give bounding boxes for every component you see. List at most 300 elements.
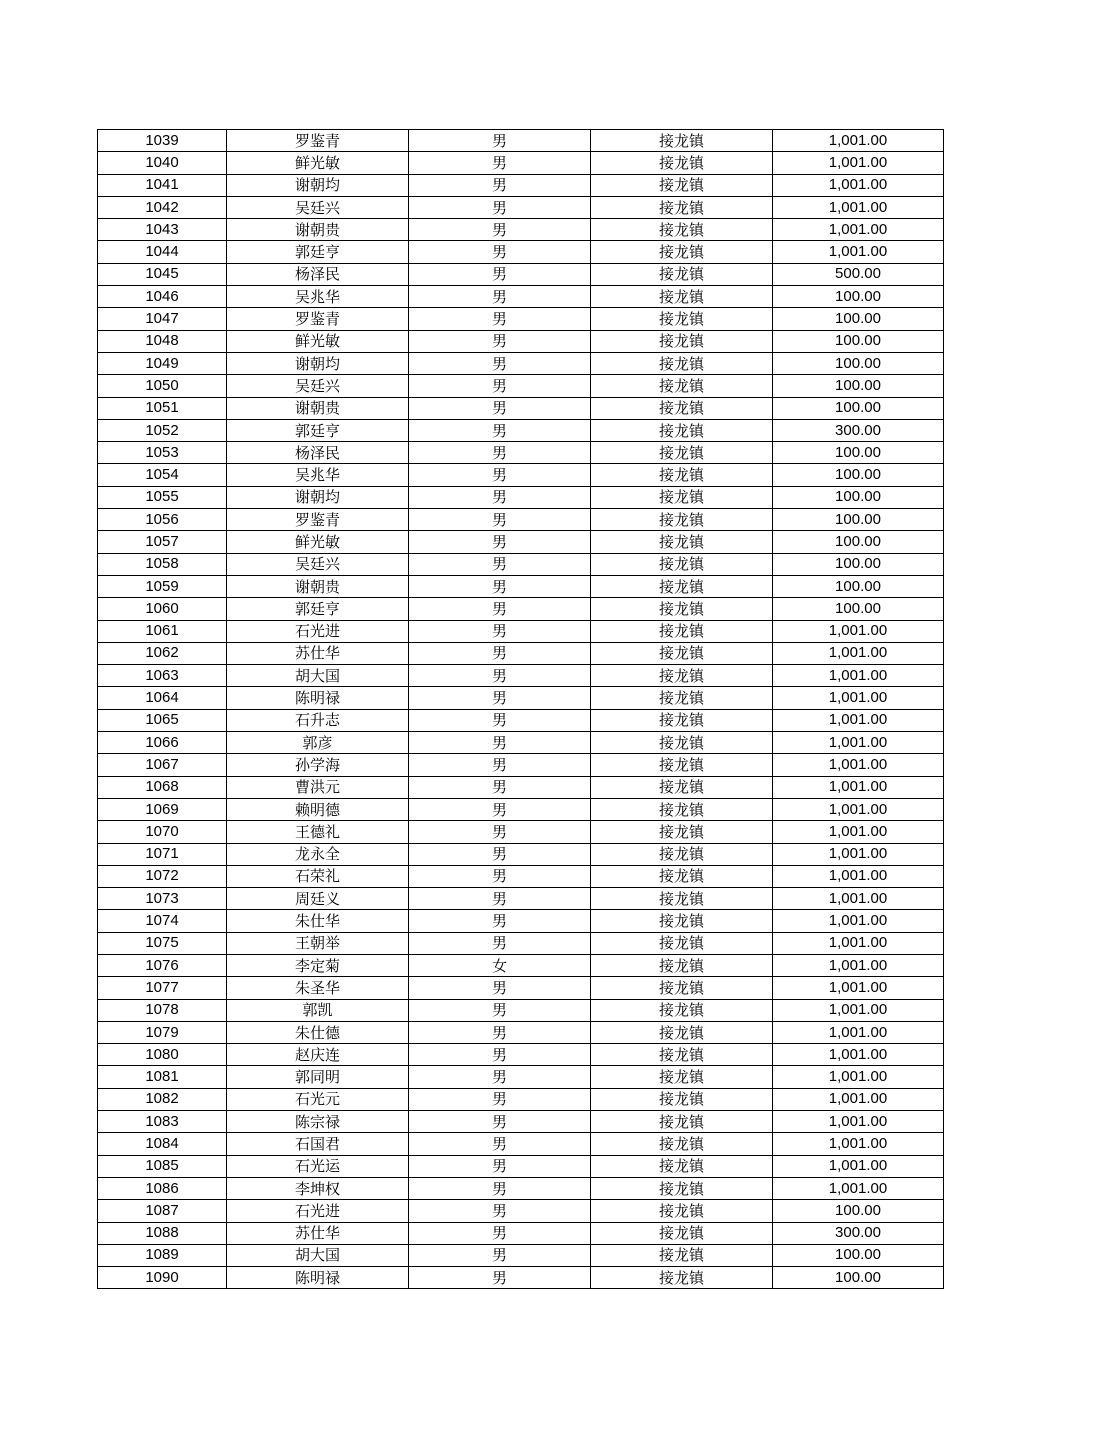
cell-name: 孙学海 xyxy=(227,754,409,776)
cell-number: 1089 xyxy=(98,1244,227,1266)
cell-sex: 男 xyxy=(409,486,591,508)
cell-sex: 男 xyxy=(409,709,591,731)
table-row xyxy=(98,575,944,597)
cell-sex: 男 xyxy=(409,464,591,486)
cell-town: 接龙镇 xyxy=(591,130,773,152)
table-row xyxy=(98,776,944,798)
cell-town: 接龙镇 xyxy=(591,575,773,597)
cell-name: 郭彦 xyxy=(227,732,409,754)
cell-name: 鲜光敏 xyxy=(227,330,409,352)
cell-town: 接龙镇 xyxy=(591,1044,773,1066)
cell-sex: 男 xyxy=(409,910,591,932)
cell-number: 1045 xyxy=(98,263,227,285)
table-row xyxy=(98,843,944,865)
cell-town: 接龙镇 xyxy=(591,954,773,976)
cell-name: 朱圣华 xyxy=(227,977,409,999)
cell-sex: 男 xyxy=(409,1155,591,1177)
cell-number: 1082 xyxy=(98,1088,227,1110)
cell-name: 谢朝贵 xyxy=(227,575,409,597)
cell-town: 接龙镇 xyxy=(591,174,773,196)
cell-sex: 男 xyxy=(409,553,591,575)
cell-number: 1090 xyxy=(98,1267,227,1289)
cell-sex: 男 xyxy=(409,687,591,709)
cell-number: 1083 xyxy=(98,1111,227,1133)
table-row xyxy=(98,286,944,308)
cell-number: 1066 xyxy=(98,732,227,754)
cell-sex: 男 xyxy=(409,263,591,285)
cell-number: 1081 xyxy=(98,1066,227,1088)
cell-amount: 1,001.00 xyxy=(773,241,944,263)
cell-name: 罗鉴青 xyxy=(227,509,409,531)
cell-sex: 男 xyxy=(409,130,591,152)
table-row xyxy=(98,821,944,843)
table-row xyxy=(98,464,944,486)
cell-name: 郭廷亨 xyxy=(227,241,409,263)
cell-town: 接龙镇 xyxy=(591,999,773,1021)
cell-number: 1044 xyxy=(98,241,227,263)
cell-name: 谢朝贵 xyxy=(227,397,409,419)
cell-number: 1080 xyxy=(98,1044,227,1066)
cell-sex: 男 xyxy=(409,1222,591,1244)
cell-sex: 男 xyxy=(409,219,591,241)
cell-amount: 1,001.00 xyxy=(773,977,944,999)
cell-sex: 男 xyxy=(409,308,591,330)
table-row xyxy=(98,509,944,531)
cell-sex: 男 xyxy=(409,1021,591,1043)
cell-amount: 100.00 xyxy=(773,330,944,352)
cell-sex: 男 xyxy=(409,509,591,531)
cell-sex: 男 xyxy=(409,1044,591,1066)
cell-name: 谢朝均 xyxy=(227,486,409,508)
table-row xyxy=(98,263,944,285)
table-row xyxy=(98,442,944,464)
cell-number: 1077 xyxy=(98,977,227,999)
table-row xyxy=(98,665,944,687)
cell-name: 郭凯 xyxy=(227,999,409,1021)
cell-number: 1070 xyxy=(98,821,227,843)
cell-sex: 男 xyxy=(409,1133,591,1155)
cell-sex: 女 xyxy=(409,954,591,976)
cell-number: 1058 xyxy=(98,553,227,575)
table-row xyxy=(98,620,944,642)
cell-town: 接龙镇 xyxy=(591,1267,773,1289)
cell-name: 吴兆华 xyxy=(227,464,409,486)
cell-number: 1056 xyxy=(98,509,227,531)
cell-name: 吴廷兴 xyxy=(227,375,409,397)
cell-name: 李坤权 xyxy=(227,1177,409,1199)
cell-number: 1067 xyxy=(98,754,227,776)
cell-name: 郭廷亨 xyxy=(227,598,409,620)
cell-sex: 男 xyxy=(409,620,591,642)
cell-name: 石光运 xyxy=(227,1155,409,1177)
cell-number: 1068 xyxy=(98,776,227,798)
cell-sex: 男 xyxy=(409,241,591,263)
cell-number: 1048 xyxy=(98,330,227,352)
cell-sex: 男 xyxy=(409,1200,591,1222)
cell-town: 接龙镇 xyxy=(591,1244,773,1266)
cell-name: 鲜光敏 xyxy=(227,531,409,553)
cell-name: 鲜光敏 xyxy=(227,152,409,174)
table-row xyxy=(98,1244,944,1266)
cell-town: 接龙镇 xyxy=(591,821,773,843)
cell-name: 石光元 xyxy=(227,1088,409,1110)
cell-sex: 男 xyxy=(409,352,591,374)
cell-town: 接龙镇 xyxy=(591,932,773,954)
cell-town: 接龙镇 xyxy=(591,486,773,508)
table-row xyxy=(98,130,944,152)
cell-number: 1087 xyxy=(98,1200,227,1222)
table-row xyxy=(98,241,944,263)
table-row xyxy=(98,1111,944,1133)
cell-sex: 男 xyxy=(409,1244,591,1266)
cell-number: 1042 xyxy=(98,196,227,218)
table-body xyxy=(98,130,944,1289)
cell-number: 1064 xyxy=(98,687,227,709)
table-row xyxy=(98,308,944,330)
cell-name: 郭廷亨 xyxy=(227,419,409,441)
cell-sex: 男 xyxy=(409,732,591,754)
cell-sex: 男 xyxy=(409,821,591,843)
cell-number: 1065 xyxy=(98,709,227,731)
cell-amount: 100.00 xyxy=(773,575,944,597)
cell-amount: 300.00 xyxy=(773,1222,944,1244)
cell-town: 接龙镇 xyxy=(591,776,773,798)
cell-amount: 1,001.00 xyxy=(773,665,944,687)
cell-number: 1041 xyxy=(98,174,227,196)
cell-town: 接龙镇 xyxy=(591,665,773,687)
cell-town: 接龙镇 xyxy=(591,397,773,419)
cell-name: 吴廷兴 xyxy=(227,553,409,575)
cell-town: 接龙镇 xyxy=(591,286,773,308)
cell-amount: 1,001.00 xyxy=(773,821,944,843)
table-row xyxy=(98,1044,944,1066)
cell-number: 1074 xyxy=(98,910,227,932)
cell-amount: 1,001.00 xyxy=(773,1088,944,1110)
cell-sex: 男 xyxy=(409,776,591,798)
table-row xyxy=(98,598,944,620)
cell-number: 1059 xyxy=(98,575,227,597)
table-row xyxy=(98,1021,944,1043)
cell-town: 接龙镇 xyxy=(591,709,773,731)
table-row xyxy=(98,1267,944,1289)
cell-town: 接龙镇 xyxy=(591,308,773,330)
cell-amount: 1,001.00 xyxy=(773,999,944,1021)
table-row xyxy=(98,687,944,709)
cell-sex: 男 xyxy=(409,598,591,620)
table-row xyxy=(98,352,944,374)
cell-name: 王德礼 xyxy=(227,821,409,843)
cell-sex: 男 xyxy=(409,330,591,352)
cell-amount: 100.00 xyxy=(773,352,944,374)
table-row xyxy=(98,999,944,1021)
cell-number: 1053 xyxy=(98,442,227,464)
cell-amount: 100.00 xyxy=(773,286,944,308)
table-row xyxy=(98,152,944,174)
table-row xyxy=(98,954,944,976)
cell-amount: 1,001.00 xyxy=(773,219,944,241)
cell-number: 1086 xyxy=(98,1177,227,1199)
cell-number: 1079 xyxy=(98,1021,227,1043)
cell-sex: 男 xyxy=(409,865,591,887)
cell-amount: 1,001.00 xyxy=(773,152,944,174)
cell-sex: 男 xyxy=(409,419,591,441)
cell-amount: 1,001.00 xyxy=(773,865,944,887)
table-row xyxy=(98,977,944,999)
cell-name: 胡大国 xyxy=(227,665,409,687)
cell-sex: 男 xyxy=(409,1177,591,1199)
table-row xyxy=(98,375,944,397)
cell-amount: 1,001.00 xyxy=(773,932,944,954)
table-row xyxy=(98,419,944,441)
table-row xyxy=(98,888,944,910)
cell-number: 1047 xyxy=(98,308,227,330)
table-row xyxy=(98,1200,944,1222)
cell-sex: 男 xyxy=(409,375,591,397)
cell-town: 接龙镇 xyxy=(591,1222,773,1244)
cell-town: 接龙镇 xyxy=(591,1200,773,1222)
cell-name: 曹洪元 xyxy=(227,776,409,798)
cell-town: 接龙镇 xyxy=(591,1088,773,1110)
cell-sex: 男 xyxy=(409,642,591,664)
table-row xyxy=(98,1066,944,1088)
table-row xyxy=(98,709,944,731)
cell-town: 接龙镇 xyxy=(591,152,773,174)
table-row xyxy=(98,1088,944,1110)
cell-amount: 100.00 xyxy=(773,486,944,508)
cell-name: 石升志 xyxy=(227,709,409,731)
table-row xyxy=(98,932,944,954)
cell-number: 1088 xyxy=(98,1222,227,1244)
cell-town: 接龙镇 xyxy=(591,219,773,241)
cell-sex: 男 xyxy=(409,1111,591,1133)
cell-sex: 男 xyxy=(409,531,591,553)
cell-amount: 100.00 xyxy=(773,1267,944,1289)
table-row xyxy=(98,732,944,754)
cell-amount: 1,001.00 xyxy=(773,754,944,776)
cell-town: 接龙镇 xyxy=(591,798,773,820)
cell-number: 1055 xyxy=(98,486,227,508)
table-row xyxy=(98,865,944,887)
cell-name: 陈明禄 xyxy=(227,1267,409,1289)
cell-town: 接龙镇 xyxy=(591,843,773,865)
table-row xyxy=(98,754,944,776)
cell-name: 吴廷兴 xyxy=(227,196,409,218)
cell-town: 接龙镇 xyxy=(591,196,773,218)
cell-sex: 男 xyxy=(409,442,591,464)
cell-town: 接龙镇 xyxy=(591,598,773,620)
cell-name: 赖明德 xyxy=(227,798,409,820)
cell-amount: 1,001.00 xyxy=(773,1066,944,1088)
cell-name: 胡大国 xyxy=(227,1244,409,1266)
cell-amount: 1,001.00 xyxy=(773,910,944,932)
cell-town: 接龙镇 xyxy=(591,419,773,441)
table-row xyxy=(98,196,944,218)
cell-name: 石光进 xyxy=(227,1200,409,1222)
cell-amount: 100.00 xyxy=(773,375,944,397)
cell-sex: 男 xyxy=(409,932,591,954)
cell-number: 1046 xyxy=(98,286,227,308)
cell-number: 1043 xyxy=(98,219,227,241)
cell-town: 接龙镇 xyxy=(591,754,773,776)
cell-name: 谢朝均 xyxy=(227,352,409,374)
table-row xyxy=(98,642,944,664)
cell-name: 吴兆华 xyxy=(227,286,409,308)
cell-town: 接龙镇 xyxy=(591,865,773,887)
cell-name: 杨泽民 xyxy=(227,263,409,285)
cell-number: 1076 xyxy=(98,954,227,976)
cell-town: 接龙镇 xyxy=(591,1155,773,1177)
cell-sex: 男 xyxy=(409,152,591,174)
table-row xyxy=(98,531,944,553)
table-row xyxy=(98,910,944,932)
cell-number: 1040 xyxy=(98,152,227,174)
cell-number: 1054 xyxy=(98,464,227,486)
table-row xyxy=(98,553,944,575)
cell-number: 1071 xyxy=(98,843,227,865)
cell-town: 接龙镇 xyxy=(591,241,773,263)
cell-town: 接龙镇 xyxy=(591,509,773,531)
cell-amount: 1,001.00 xyxy=(773,1044,944,1066)
cell-number: 1050 xyxy=(98,375,227,397)
cell-town: 接龙镇 xyxy=(591,910,773,932)
cell-amount: 1,001.00 xyxy=(773,1111,944,1133)
cell-amount: 1,001.00 xyxy=(773,130,944,152)
cell-amount: 1,001.00 xyxy=(773,1177,944,1199)
table-row xyxy=(98,397,944,419)
cell-name: 郭同明 xyxy=(227,1066,409,1088)
cell-amount: 100.00 xyxy=(773,397,944,419)
cell-town: 接龙镇 xyxy=(591,687,773,709)
table-row xyxy=(98,1177,944,1199)
cell-amount: 100.00 xyxy=(773,509,944,531)
cell-sex: 男 xyxy=(409,999,591,1021)
cell-amount: 1,001.00 xyxy=(773,196,944,218)
cell-sex: 男 xyxy=(409,196,591,218)
cell-town: 接龙镇 xyxy=(591,375,773,397)
cell-amount: 500.00 xyxy=(773,263,944,285)
cell-number: 1073 xyxy=(98,888,227,910)
cell-town: 接龙镇 xyxy=(591,642,773,664)
cell-amount: 1,001.00 xyxy=(773,620,944,642)
cell-amount: 100.00 xyxy=(773,442,944,464)
cell-number: 1051 xyxy=(98,397,227,419)
cell-name: 杨泽民 xyxy=(227,442,409,464)
table-row xyxy=(98,1155,944,1177)
table-row xyxy=(98,1133,944,1155)
cell-sex: 男 xyxy=(409,888,591,910)
cell-town: 接龙镇 xyxy=(591,263,773,285)
cell-amount: 100.00 xyxy=(773,553,944,575)
table-row xyxy=(98,219,944,241)
cell-name: 周廷义 xyxy=(227,888,409,910)
data-table xyxy=(97,129,944,1289)
cell-number: 1069 xyxy=(98,798,227,820)
cell-amount: 1,001.00 xyxy=(773,687,944,709)
cell-name: 陈明禄 xyxy=(227,687,409,709)
cell-town: 接龙镇 xyxy=(591,352,773,374)
cell-amount: 1,001.00 xyxy=(773,798,944,820)
cell-town: 接龙镇 xyxy=(591,464,773,486)
cell-town: 接龙镇 xyxy=(591,888,773,910)
table-row xyxy=(98,486,944,508)
cell-name: 陈宗禄 xyxy=(227,1111,409,1133)
cell-amount: 1,001.00 xyxy=(773,642,944,664)
cell-number: 1049 xyxy=(98,352,227,374)
cell-name: 谢朝均 xyxy=(227,174,409,196)
cell-amount: 1,001.00 xyxy=(773,732,944,754)
cell-name: 谢朝贵 xyxy=(227,219,409,241)
cell-number: 1052 xyxy=(98,419,227,441)
cell-number: 1078 xyxy=(98,999,227,1021)
cell-number: 1075 xyxy=(98,932,227,954)
cell-town: 接龙镇 xyxy=(591,1133,773,1155)
cell-town: 接龙镇 xyxy=(591,442,773,464)
cell-number: 1085 xyxy=(98,1155,227,1177)
cell-amount: 1,001.00 xyxy=(773,776,944,798)
cell-number: 1061 xyxy=(98,620,227,642)
cell-amount: 100.00 xyxy=(773,598,944,620)
cell-sex: 男 xyxy=(409,174,591,196)
cell-town: 接龙镇 xyxy=(591,1177,773,1199)
cell-sex: 男 xyxy=(409,977,591,999)
cell-amount: 1,001.00 xyxy=(773,709,944,731)
cell-amount: 300.00 xyxy=(773,419,944,441)
cell-sex: 男 xyxy=(409,754,591,776)
table-row xyxy=(98,1222,944,1244)
cell-amount: 1,001.00 xyxy=(773,954,944,976)
cell-town: 接龙镇 xyxy=(591,1021,773,1043)
cell-name: 苏仕华 xyxy=(227,642,409,664)
table-row xyxy=(98,798,944,820)
table-row xyxy=(98,174,944,196)
cell-amount: 100.00 xyxy=(773,1244,944,1266)
cell-amount: 100.00 xyxy=(773,1200,944,1222)
cell-number: 1072 xyxy=(98,865,227,887)
cell-town: 接龙镇 xyxy=(591,977,773,999)
cell-amount: 1,001.00 xyxy=(773,1155,944,1177)
cell-name: 赵庆连 xyxy=(227,1044,409,1066)
cell-number: 1060 xyxy=(98,598,227,620)
cell-name: 朱仕华 xyxy=(227,910,409,932)
cell-town: 接龙镇 xyxy=(591,732,773,754)
cell-sex: 男 xyxy=(409,798,591,820)
cell-sex: 男 xyxy=(409,1066,591,1088)
cell-name: 石光进 xyxy=(227,620,409,642)
cell-sex: 男 xyxy=(409,575,591,597)
cell-number: 1084 xyxy=(98,1133,227,1155)
cell-name: 王朝举 xyxy=(227,932,409,954)
cell-sex: 男 xyxy=(409,397,591,419)
cell-amount: 1,001.00 xyxy=(773,174,944,196)
cell-name: 朱仕德 xyxy=(227,1021,409,1043)
cell-sex: 男 xyxy=(409,843,591,865)
cell-number: 1039 xyxy=(98,130,227,152)
table-row xyxy=(98,330,944,352)
cell-sex: 男 xyxy=(409,286,591,308)
cell-number: 1062 xyxy=(98,642,227,664)
cell-name: 李定菊 xyxy=(227,954,409,976)
cell-town: 接龙镇 xyxy=(591,1111,773,1133)
cell-sex: 男 xyxy=(409,1088,591,1110)
cell-amount: 1,001.00 xyxy=(773,843,944,865)
cell-amount: 1,001.00 xyxy=(773,1021,944,1043)
cell-name: 石荣礼 xyxy=(227,865,409,887)
cell-sex: 男 xyxy=(409,1267,591,1289)
cell-town: 接龙镇 xyxy=(591,531,773,553)
cell-amount: 1,001.00 xyxy=(773,888,944,910)
cell-town: 接龙镇 xyxy=(591,1066,773,1088)
cell-amount: 100.00 xyxy=(773,464,944,486)
